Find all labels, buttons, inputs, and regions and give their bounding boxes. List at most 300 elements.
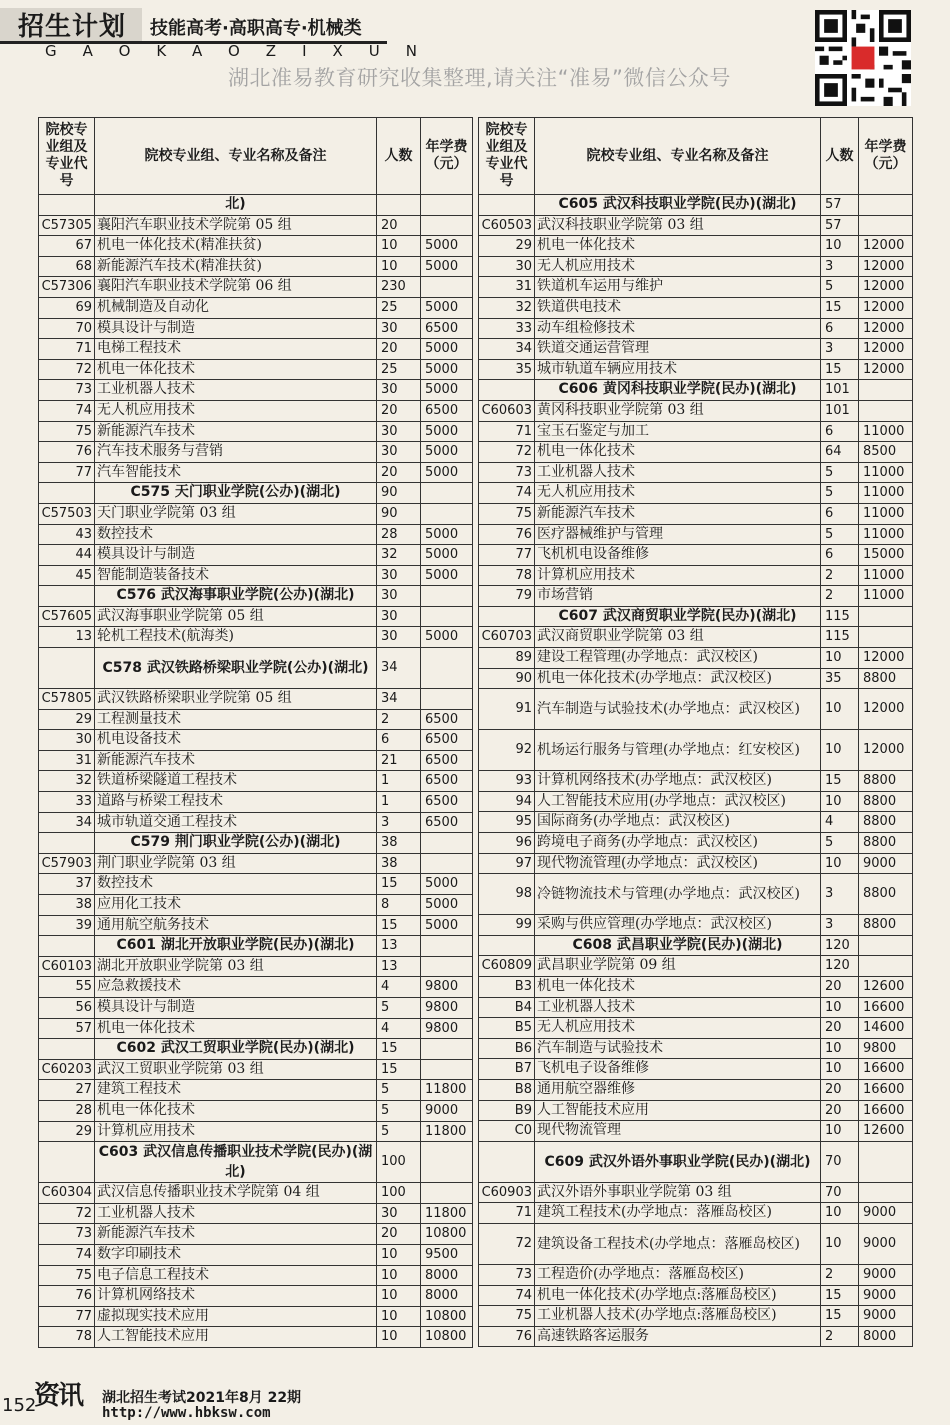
major-row [479,648,913,669]
enroll-count: 3 [377,812,421,833]
annual-fee: 8800 [859,915,913,936]
annual-fee: 6500 [421,771,473,792]
major-name: 飞机电子设备维修 [535,1059,821,1080]
group-code: C60603 [479,400,535,421]
college-row [39,586,473,607]
major-code: 99 [479,915,535,936]
major-name: 建筑工程技术(办学地点：落雁岛校区) [535,1203,821,1224]
college-row [39,833,473,854]
major-code: 76 [479,1326,535,1347]
college-name: C602 武汉工贸职业学院(民办)(湖北) [95,1039,377,1060]
major-code: 29 [479,236,535,257]
site-url-link[interactable]: http://www.hbksw.com [102,1405,271,1421]
annual-fee: 12000 [859,648,913,669]
major-row [479,1121,913,1142]
enroll-count: 10 [821,853,859,874]
group-name: 荆门职业学院第 03 组 [95,853,377,874]
enroll-count: 20 [821,1018,859,1039]
major-code: 79 [479,586,535,607]
enroll-count: 10 [377,256,421,277]
annual-fee [859,400,913,421]
major-code: C0 [479,1121,535,1142]
major-name: 建设工程管理(办学地点：武汉校区) [535,648,821,669]
major-name: 计算机网络技术 [95,1286,377,1307]
annual-fee: 8800 [859,771,913,792]
major-row [39,915,473,936]
enroll-count: 10 [821,997,859,1018]
major-code: 71 [479,1203,535,1224]
major-code: 35 [479,359,535,380]
enroll-count: 20 [377,462,421,483]
annual-fee: 5000 [421,256,473,277]
enroll-count: 10 [377,236,421,257]
enroll-count: 10 [821,791,859,812]
major-name: 机电一体化技术 [95,1018,377,1039]
college-fee [421,586,473,607]
enroll-count: 5 [821,277,859,298]
enroll-count: 28 [377,524,421,545]
major-code: 91 [479,689,535,730]
major-row [39,1244,473,1265]
college-row [39,483,473,504]
major-name: 新能源汽车技术 [95,1224,377,1245]
group-name: 武汉信息传播职业技术学院第 04 组 [95,1183,377,1204]
enroll-count: 1 [377,771,421,792]
major-row [39,895,473,916]
enroll-count: 101 [821,400,859,421]
major-name: 无人机应用技术 [535,256,821,277]
group-row [39,1183,473,1204]
major-name: 汽车智能技术 [95,462,377,483]
major-name: 机场运行服务与管理(办学地点：红安校区) [535,730,821,771]
annual-fee: 11000 [859,483,913,504]
enroll-count: 10 [821,1059,859,1080]
major-name: 电梯工程技术 [95,339,377,360]
enroll-count: 3 [821,915,859,936]
major-code: 98 [479,874,535,915]
college-row-continued [39,195,473,216]
enroll-count: 38 [377,853,421,874]
enroll-count: 32 [377,545,421,566]
enroll-count: 10 [821,1203,859,1224]
major-code: 75 [39,421,95,442]
group-code: C60903 [479,1182,535,1203]
college-fee [421,648,473,689]
major-row [479,771,913,792]
major-code: 76 [39,442,95,463]
annual-fee: 9000 [859,853,913,874]
group-row [479,627,913,648]
col-header-count: 人数 [377,118,421,195]
col-header-code: 院校专业组及专业代号 [39,118,95,195]
group-row [39,606,473,627]
annual-fee [421,277,473,298]
major-name: 铁道机车运用与维护 [535,277,821,298]
enroll-count: 35 [821,668,859,689]
group-row [39,215,473,236]
enroll-count: 20 [377,215,421,236]
enroll-count: 30 [377,380,421,401]
major-name: 机电一体化技术(办学地点：武汉校区) [535,668,821,689]
group-row [479,1182,913,1203]
table-header-row [479,118,913,195]
major-name: 数控技术 [95,874,377,895]
annual-fee: 11000 [859,503,913,524]
annual-fee: 16600 [859,997,913,1018]
enroll-count: 2 [821,1326,859,1347]
annual-fee: 11000 [859,565,913,586]
major-row [39,1203,473,1224]
college-name: C601 湖北开放职业学院(民办)(湖北) [95,936,377,957]
major-row [479,421,913,442]
college-name: C603 武汉信息传播职业技术学院(民办)(湖北) [95,1142,377,1183]
annual-fee: 12000 [859,256,913,277]
major-code: 71 [479,421,535,442]
college-row [39,1039,473,1060]
major-row [39,256,473,277]
major-code: 70 [39,318,95,339]
major-code: 67 [39,236,95,257]
major-code: 45 [39,565,95,586]
annual-fee: 12000 [859,236,913,257]
annual-fee: 9000 [421,1100,473,1121]
enroll-count: 10 [821,1038,859,1059]
annual-fee: 12000 [859,277,913,298]
college-name: C609 武汉外语外事职业学院(民办)(湖北) [535,1141,821,1182]
major-code: 39 [39,915,95,936]
college-row [39,1142,473,1183]
major-row [479,812,913,833]
major-name: 现代物流管理(办学地点：武汉校区) [535,853,821,874]
college-row [479,380,913,401]
annual-fee: 12600 [859,977,913,998]
major-name: 模具设计与制造 [95,997,377,1018]
major-row [479,730,913,771]
enroll-count: 5 [377,1080,421,1101]
major-name: 虚拟现实技术应用 [95,1306,377,1327]
major-name: 国际商务(办学地点：武汉校区) [535,812,821,833]
annual-fee: 16600 [859,1059,913,1080]
major-row [479,853,913,874]
enroll-count: 13 [377,956,421,977]
major-code: 33 [479,318,535,339]
enroll-count: 5 [377,1121,421,1142]
group-row [479,956,913,977]
annual-fee [421,689,473,710]
major-row [479,277,913,298]
enroll-count: 10 [377,1306,421,1327]
major-code: 28 [39,1100,95,1121]
college-code-cell [39,833,95,854]
major-code: 96 [479,833,535,854]
college-code-cell [39,195,95,216]
annual-fee: 11000 [859,586,913,607]
group-code: C57503 [39,503,95,524]
annual-fee: 6500 [421,750,473,771]
group-code: C60304 [39,1183,95,1204]
major-name: 采购与供应管理(办学地点：武汉校区) [535,915,821,936]
major-code: 97 [479,853,535,874]
annual-fee: 5000 [421,627,473,648]
major-name: 市场营销 [535,586,821,607]
enroll-count: 5 [821,483,859,504]
annual-fee: 10800 [421,1224,473,1245]
college-fee [859,195,913,216]
group-code: C60203 [39,1059,95,1080]
group-row [479,215,913,236]
enroll-count: 2 [821,565,859,586]
major-row [479,236,913,257]
annual-fee: 5000 [421,874,473,895]
major-name: 汽车制造与试验技术 [535,1038,821,1059]
major-name: 工业机器人技术 [535,462,821,483]
annual-fee: 5000 [421,380,473,401]
enroll-count: 20 [377,1224,421,1245]
major-code: 77 [39,1306,95,1327]
major-row [39,524,473,545]
major-row [39,812,473,833]
qr-code-icon[interactable] [815,10,911,106]
enroll-count: 15 [377,874,421,895]
enroll-count: 5 [821,462,859,483]
group-code: C60703 [479,627,535,648]
major-row [479,1264,913,1285]
annual-fee: 8000 [859,1326,913,1347]
enroll-count: 30 [377,442,421,463]
enroll-count: 20 [821,1079,859,1100]
enroll-count: 21 [377,750,421,771]
college-name: C576 武汉海事职业学院(公办)(湖北) [95,586,377,607]
annual-fee: 5000 [421,297,473,318]
group-row [39,689,473,710]
annual-fee: 11800 [421,1203,473,1224]
college-fee [421,936,473,957]
major-row [479,442,913,463]
major-name: 人工智能技术应用 [95,1327,377,1348]
major-row [479,256,913,277]
col-header-fee: 年学费（元） [859,118,913,195]
major-row [39,750,473,771]
enroll-count: 100 [377,1183,421,1204]
major-code: 75 [479,503,535,524]
annual-fee: 8800 [859,812,913,833]
annual-fee: 8500 [859,442,913,463]
major-row [39,1286,473,1307]
major-row [39,545,473,566]
major-code: 27 [39,1080,95,1101]
annual-fee [421,1059,473,1080]
college-code-cell [479,380,535,401]
major-code: 37 [39,874,95,895]
major-code: 32 [39,771,95,792]
enroll-count: 20 [821,977,859,998]
major-name: 机电一体化技术(办学地点:落雁岛校区) [535,1285,821,1306]
issue-label: 湖北招生考试2021年8月 22期 [102,1390,302,1406]
major-code: 74 [479,483,535,504]
major-row [479,1203,913,1224]
group-name: 湖北开放职业学院第 03 组 [95,956,377,977]
major-row [39,874,473,895]
college-count [377,195,421,216]
enroll-count: 2 [377,709,421,730]
major-row [479,339,913,360]
major-name: 动车组检修技术 [535,318,821,339]
group-code: C60503 [479,215,535,236]
annual-fee [421,956,473,977]
major-code: 43 [39,524,95,545]
enroll-count: 10 [821,648,859,669]
major-row [479,1079,913,1100]
major-name: 机电一体化技术 [535,236,821,257]
major-code: 73 [39,1224,95,1245]
annual-fee: 10800 [421,1306,473,1327]
major-row [479,833,913,854]
enroll-count: 15 [821,771,859,792]
major-row [479,668,913,689]
major-code: 93 [479,771,535,792]
major-code: 90 [479,668,535,689]
enroll-count: 5 [821,524,859,545]
annual-fee: 8800 [859,833,913,854]
group-row [39,956,473,977]
major-row [39,627,473,648]
enroll-count: 6 [821,318,859,339]
college-fee [859,1141,913,1182]
college-count: 90 [377,483,421,504]
major-name: 道路与桥梁工程技术 [95,792,377,813]
major-code: 32 [479,297,535,318]
enroll-count: 1 [377,792,421,813]
annual-fee: 12000 [859,359,913,380]
annual-fee: 12000 [859,297,913,318]
major-row [39,1224,473,1245]
major-code: 89 [479,648,535,669]
enroll-count: 15 [821,1306,859,1327]
col-header-name: 院校专业组、专业名称及备注 [535,118,821,195]
major-code: 72 [479,442,535,463]
enroll-count: 10 [821,236,859,257]
enroll-count: 4 [821,812,859,833]
annual-fee: 5000 [421,359,473,380]
group-code: C57605 [39,606,95,627]
major-name: 跨境电子商务(办学地点：武汉校区) [535,833,821,854]
col-header-fee: 年学费（元） [421,118,473,195]
page-number: 152 [2,1395,37,1416]
major-row [39,380,473,401]
annual-fee: 6500 [421,318,473,339]
college-row [479,195,913,216]
group-name: 武汉科技职业学院第 03 组 [535,215,821,236]
major-code: 94 [479,791,535,812]
college-count: 34 [377,648,421,689]
annual-fee: 9000 [859,1306,913,1327]
annual-fee: 12000 [859,730,913,771]
annual-fee: 14600 [859,1018,913,1039]
annual-fee: 8800 [859,791,913,812]
major-name: 铁道桥梁隧道工程技术 [95,771,377,792]
major-row [39,792,473,813]
major-name: 电子信息工程技术 [95,1265,377,1286]
annual-fee: 12000 [859,689,913,730]
major-code: B4 [479,997,535,1018]
major-row [479,1018,913,1039]
college-count: 57 [821,195,859,216]
college-code-cell [39,586,95,607]
college-code-cell [479,935,535,956]
major-code: 34 [479,339,535,360]
major-code: 77 [39,462,95,483]
college-code-cell [479,195,535,216]
major-row [39,997,473,1018]
annual-fee: 5000 [421,339,473,360]
major-row [479,977,913,998]
major-name: 建筑工程技术 [95,1080,377,1101]
enroll-count: 4 [377,1018,421,1039]
major-row [39,236,473,257]
annual-fee: 10800 [421,1327,473,1348]
major-name: 城市轨道交通工程技术 [95,812,377,833]
major-name: 城市轨道车辆应用技术 [535,359,821,380]
college-code-cell [39,483,95,504]
col-header-code: 院校专业组及专业代号 [479,118,535,195]
annual-fee [421,853,473,874]
major-row [39,565,473,586]
annual-fee: 5000 [421,915,473,936]
annual-fee: 6500 [421,812,473,833]
enroll-count: 30 [377,606,421,627]
major-name: 宝玉石鉴定与加工 [535,421,821,442]
college-fee [859,935,913,956]
enroll-count: 30 [377,1203,421,1224]
annual-fee [421,1183,473,1204]
college-fee [421,1039,473,1060]
major-name: 新能源汽车技术 [95,421,377,442]
major-name: 计算机应用技术 [95,1121,377,1142]
enroll-count: 20 [377,400,421,421]
major-code: 55 [39,977,95,998]
college-count: 30 [377,586,421,607]
major-row [479,997,913,1018]
major-row [479,297,913,318]
major-name: 机电一体化技术 [535,977,821,998]
group-row [39,853,473,874]
major-code: 30 [479,256,535,277]
annual-fee: 11000 [859,421,913,442]
major-code: 92 [479,730,535,771]
major-row [479,545,913,566]
college-name: C579 荆门职业学院(公办)(湖北) [95,833,377,854]
major-code: 74 [39,400,95,421]
major-name: 工业机器人技术 [95,380,377,401]
major-name: 工业机器人技术 [95,1203,377,1224]
annual-fee: 5000 [421,545,473,566]
major-row [479,689,913,730]
major-code: 38 [39,895,95,916]
category-label: 技能高考·高职高专·机械类 [150,18,362,39]
watermark-note: 湖北准易教育研究收集整理,请关注“准易”微信公众号 [228,66,731,90]
major-name: 汽车制造与试验技术(办学地点：武汉校区) [535,689,821,730]
enroll-count: 2 [821,1264,859,1285]
major-name: 无人机应用技术 [535,1018,821,1039]
annual-fee: 9800 [421,997,473,1018]
major-name: 人工智能技术应用 [535,1100,821,1121]
college-row [479,606,913,627]
major-name: 模具设计与制造 [95,545,377,566]
major-name: 计算机网络技术(办学地点：武汉校区) [535,771,821,792]
major-code: 34 [39,812,95,833]
major-row [39,1327,473,1348]
major-code: B9 [479,1100,535,1121]
